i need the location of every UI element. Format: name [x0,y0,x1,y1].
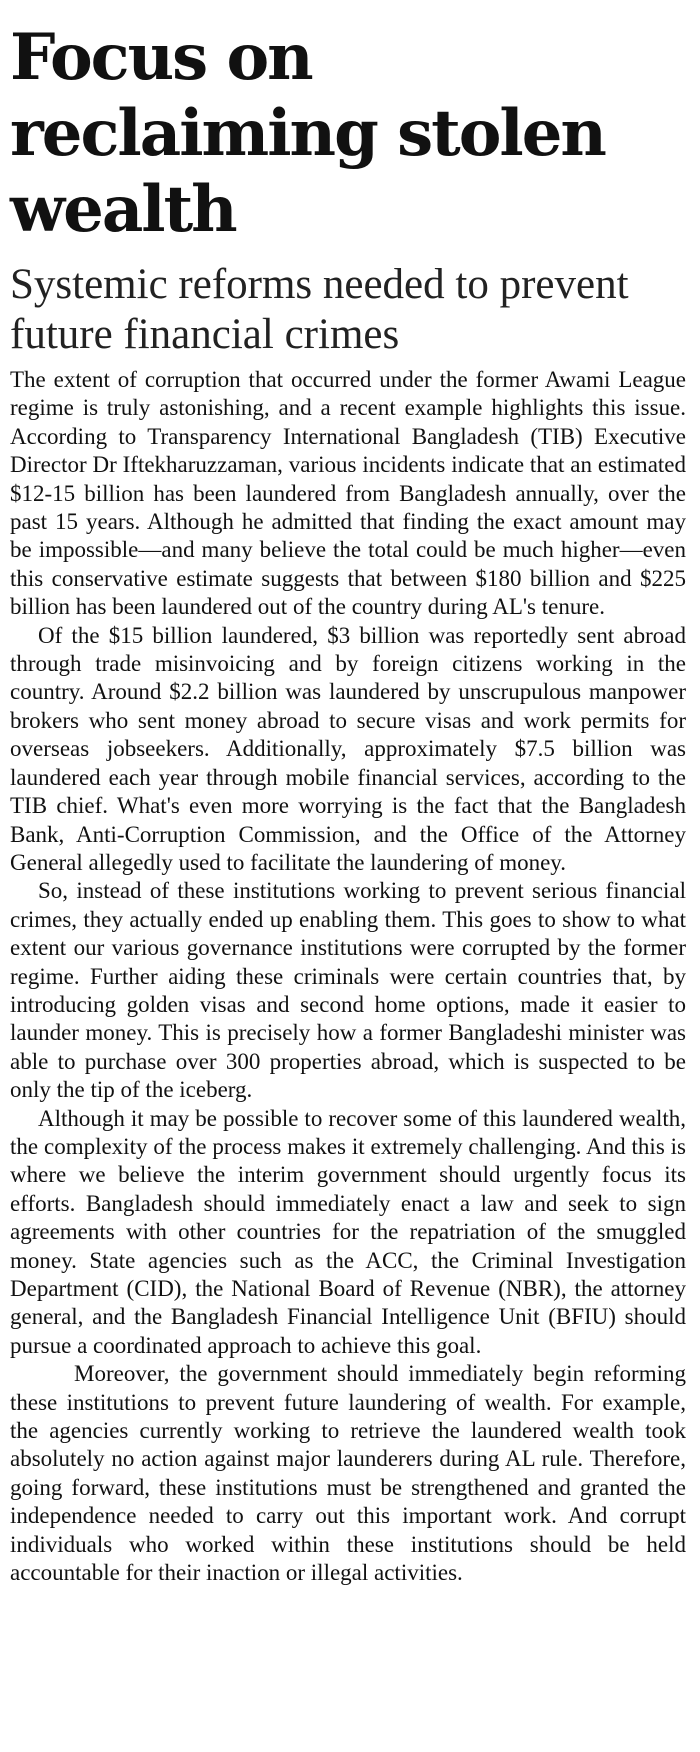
paragraph-2: Of the $15 billion laundered, $3 billion was reportedly sent abroad through trade misinvoicing and by foreign citizens working in the country. Around $2.2 billion was laundered by unscrupulous manpower brokers who sent money abroad to secure visas and work permits for overseas jobseekers. Additionally, approximately $7.5 billion was laundered each year through mobile financial services, according to the TIB chief. What's even more worrying is the fact that the Bangladesh Bank, Anti-Corruption Commission, and the Office of the Attorney General allegedly used to facilitate the laundering of money. [10,622,686,875]
headline: Focus on reclaiming stolen wealth [10,20,605,247]
paragraph-3: So, instead of these institutions working to prevent serious financial crimes, they actually ended up enabling them. This goes to show to what extent our various governance institutions were corrupted by the former regime. Further aiding these criminals were certain countries that, by introducing golden visas and second home options, made it easier to launder money. This is precisely how a former Bangladeshi minister was able to purchase over 300 properties abroad, which is suspected to be only the tip of the iceberg. [10,878,686,1103]
paragraph-1: The extent of corruption that occurred under the former Awami League regime is truly astonishing, and a recent example highlights this issue. According to Transparency International Bangladesh (TIB) Executive Director Dr Iftekharuzzaman, various incidents indicate that an estimated $12-15 billion has been laundered from Bangladesh annually, over the past 15 years. Although he admitted that finding the exact amount may be impossible—and many believe the total could be much higher—even this conservative estimate suggests that between $180 billion and $225 billion has been laundered out of the country during AL's tenure. [10,367,686,620]
paragraph-5: Moreover, the government should immediately begin reforming these institutions to prevent future laundering of wealth. For example, the agencies currently working to retrieve the laundered wealth took absolutely no action against major launderers during AL rule. Therefore, going forward, these institutions must be strengthened and granted the independence needed to carry out this important work. And corrupt individuals who worked within these institutions should be held accountable for their inaction or illegal activities. [10,1361,686,1586]
article-body [10,366,686,1587]
paragraph-4: Although it may be possible to recover some of this laundered wealth, the complexity of the process makes it extremely challenging. And this is where we believe the interim government should urgently focus its efforts. Bangladesh should immediately enact a law and seek to sign agreements with other countries for the repatriation of the smuggled money. State agencies such as the ACC, the Criminal Investigation Department (CID), the National Board of Revenue (NBR), the attorney general, and the Bangladesh Financial Intelligence Unit (BFIU) should pursue a coordinated approach to achieve this goal. [10,1105,686,1358]
subheadline: Systemic reforms needed to prevent future financial crimes [10,261,629,358]
editorial-article [10,20,686,1587]
